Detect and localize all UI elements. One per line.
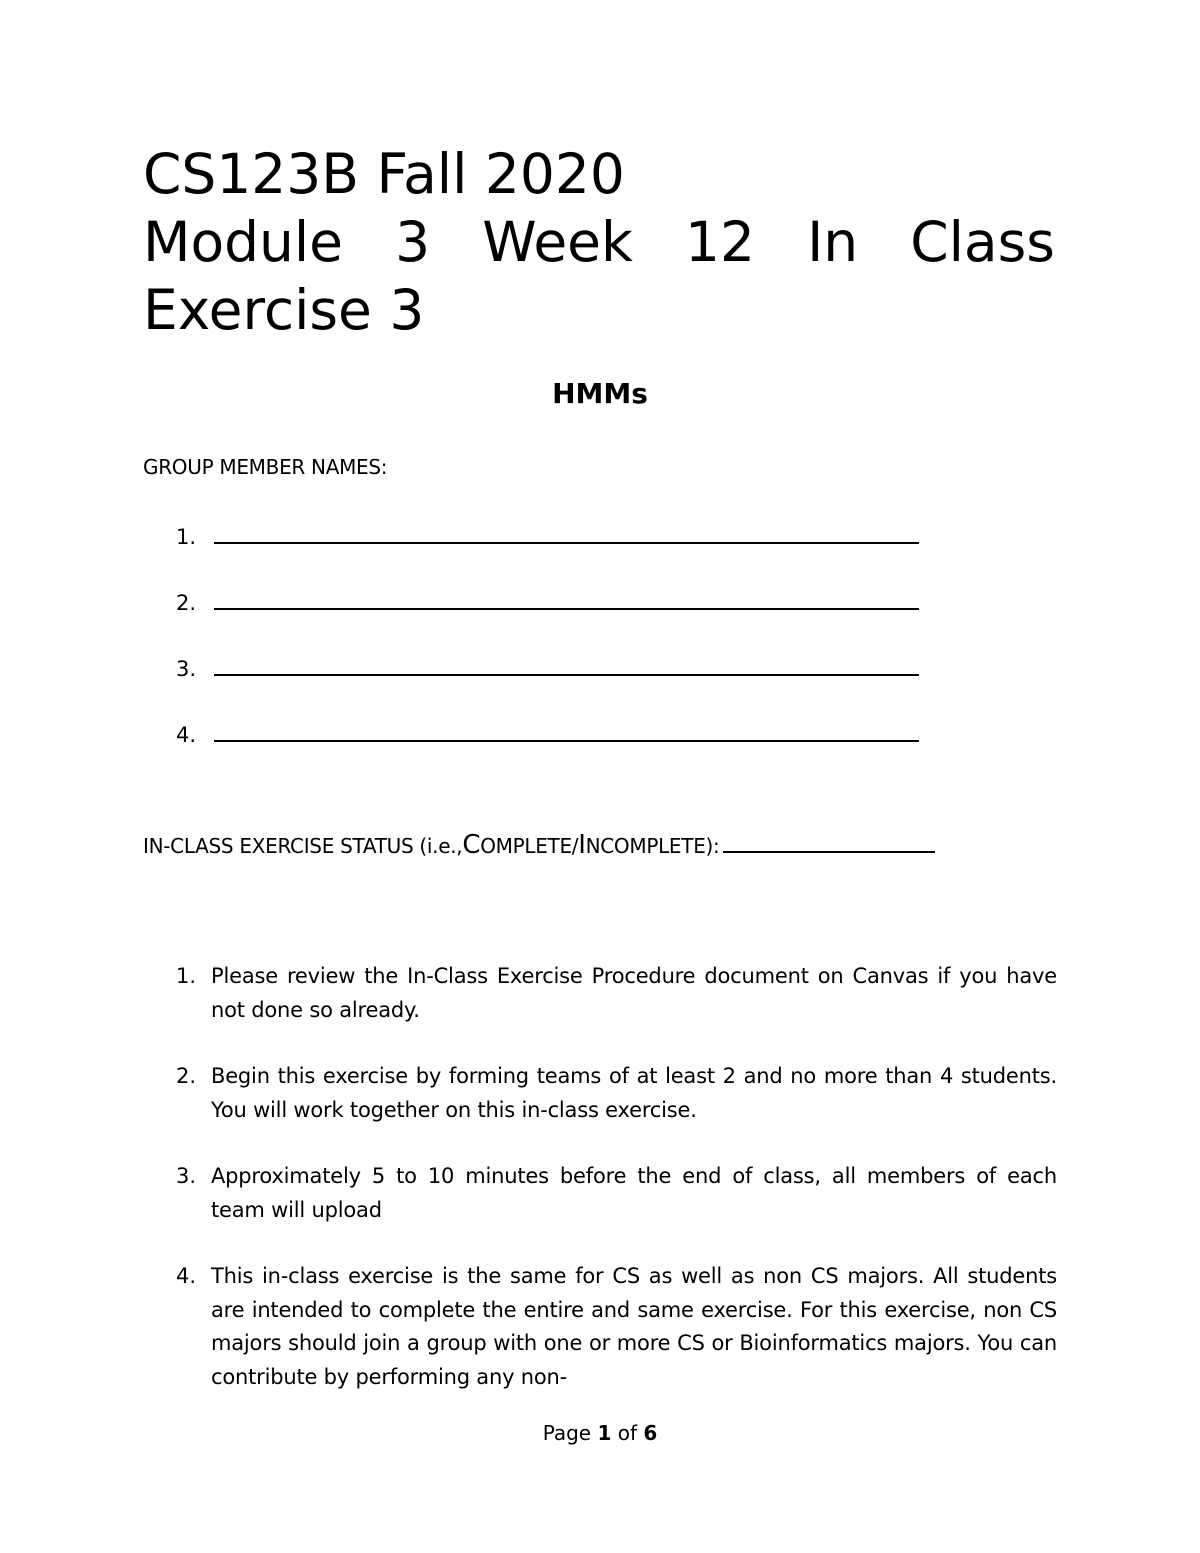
member-number: 2. (176, 591, 197, 615)
member-name-blank (214, 720, 919, 742)
member-number: 4. (176, 723, 197, 747)
member-name-blank (214, 522, 919, 544)
status-i-cap: I (578, 830, 586, 860)
instruction-item (143, 1260, 1057, 1394)
footer-page-total: 6 (643, 1421, 658, 1445)
status-c-rest: OMPLETE/ (480, 834, 579, 858)
footer-page-number: 1 (597, 1421, 612, 1445)
title-word: 3 (395, 210, 431, 274)
group-members-label: GROUP MEMBER NAMES: (143, 455, 388, 479)
member-name-row (176, 522, 919, 552)
instruction-text: Begin this exercise by forming teams of at least 2 and no more than 4 students. You will work together on this in-class exercise. (211, 1064, 1057, 1122)
instruction-text: This in-class exercise is the same for CS as well as non CS majors. All students are intended to complete the entire and same exercise. For this exercise, non CS majors should join a group with one or more CS or Bioinformatics majors. You can contribute by performing any non- (211, 1264, 1057, 1389)
instruction-number: 2. (176, 1064, 197, 1088)
instruction-text: Approximately 5 to 10 minutes before the end of class, all members of each team will upload (211, 1164, 1057, 1222)
instruction-number: 1. (176, 964, 197, 988)
member-number: 1. (176, 525, 197, 549)
document-subtitle: HMMs (552, 377, 648, 410)
document-title (143, 140, 1055, 344)
instruction-item (143, 1160, 1057, 1227)
instruction-number: 4. (176, 1264, 197, 1288)
member-number: 3. (176, 657, 197, 681)
member-name-row (176, 654, 919, 684)
instructions-list (143, 960, 1057, 1427)
title-word: Class (910, 210, 1055, 274)
title-word: Module (143, 210, 343, 274)
title-line-3: Exercise 3 (143, 278, 425, 342)
instruction-number: 3. (176, 1164, 197, 1188)
status-c-cap: C (462, 830, 481, 860)
page-footer (0, 1418, 1200, 1448)
member-name-blank (214, 654, 919, 676)
title-word: Week (482, 210, 633, 274)
exercise-status-line (143, 828, 935, 863)
status-blank (723, 831, 935, 853)
member-name-row (176, 720, 919, 750)
title-word: 12 (684, 210, 755, 274)
title-line-2 (143, 208, 1055, 276)
instruction-text: Please review the In-Class Exercise Procedure document on Canvas if you have not done so already. (211, 964, 1057, 1022)
title-line-1: CS123B Fall 2020 (143, 142, 625, 206)
footer-page-word: Page (542, 1421, 592, 1445)
member-name-row (176, 588, 919, 618)
instruction-item (143, 960, 1057, 1027)
member-name-blank (214, 588, 919, 610)
footer-of-word: of (617, 1421, 638, 1445)
status-i-rest: NCOMPLETE): (585, 834, 720, 858)
instruction-item (143, 1060, 1057, 1127)
status-prefix: IN-CLASS EXERCISE STATUS (i.e., (143, 834, 463, 858)
title-word: In (807, 210, 859, 274)
